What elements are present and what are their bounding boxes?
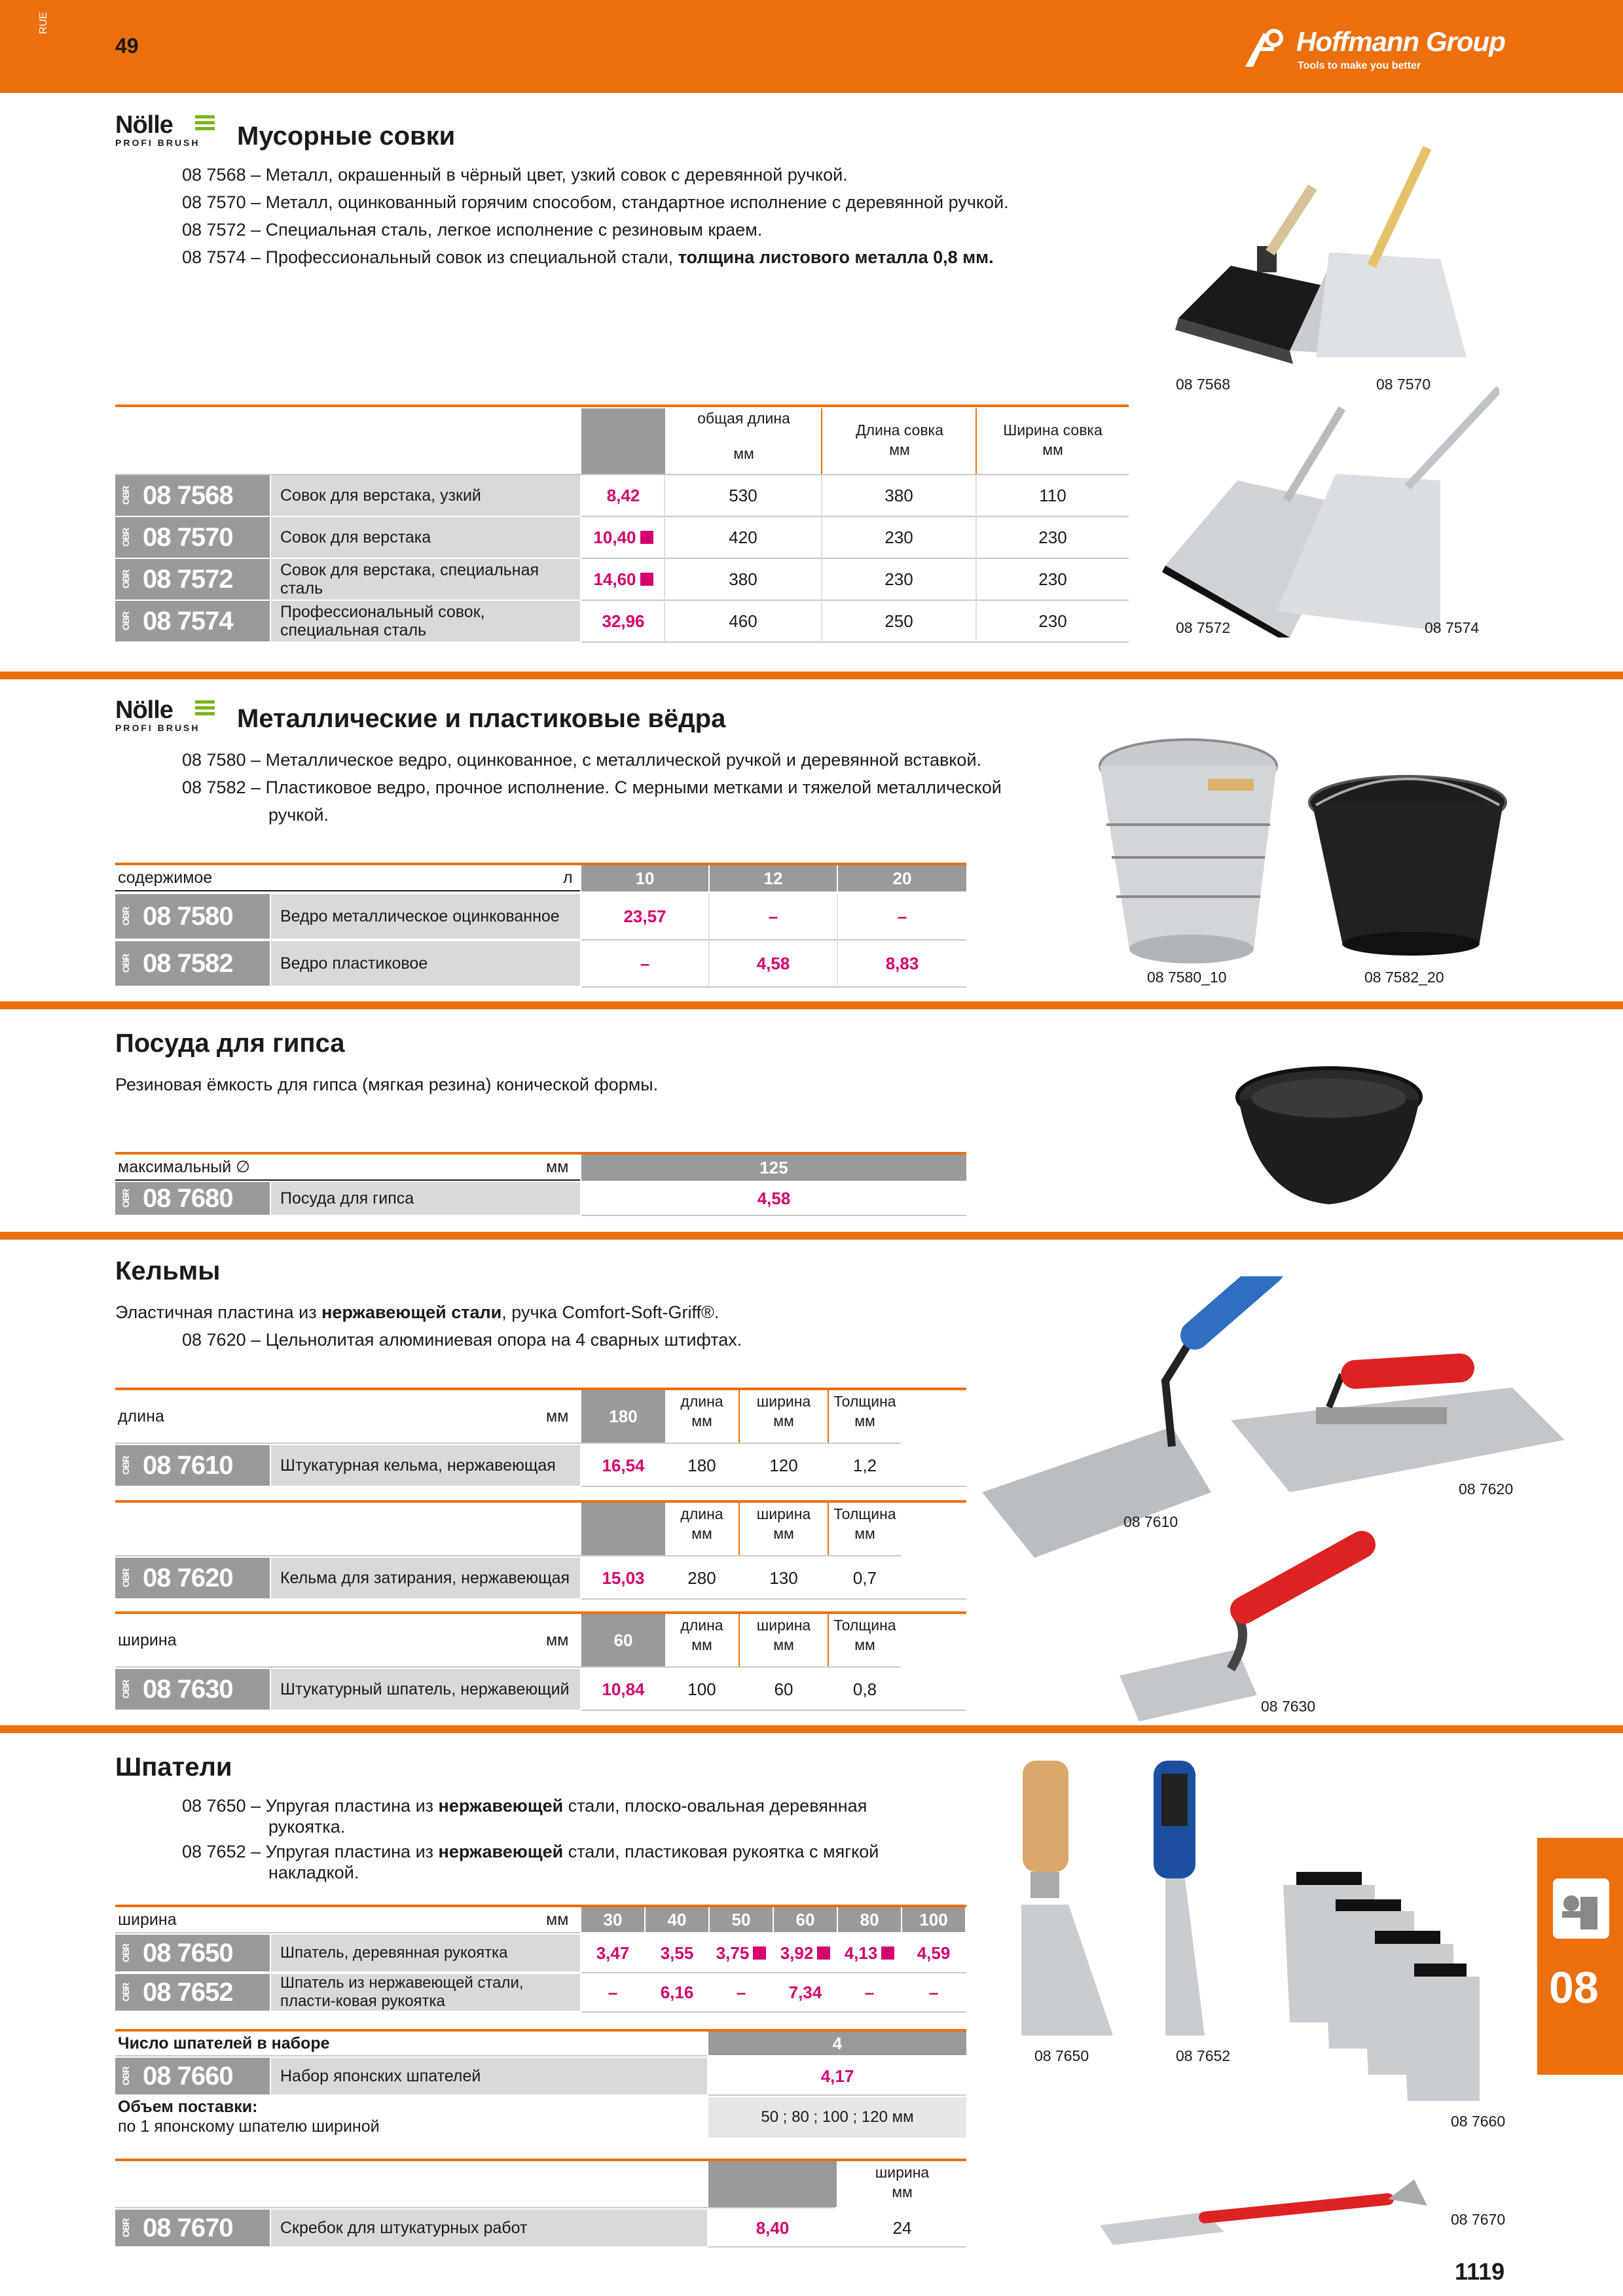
- price: 10,40: [581, 517, 665, 558]
- price-10: –: [640, 953, 650, 973]
- dustpan-pair-image-2: [1159, 376, 1499, 637]
- nolle-logo-2: Nölle PROFI BRUSH: [115, 696, 220, 736]
- obr-tag: OBR: [120, 486, 131, 505]
- price: 10,84: [602, 1679, 645, 1699]
- pan-width: 230: [1038, 611, 1067, 631]
- nolle-logo: [115, 111, 220, 151]
- col-header: длина мм: [680, 1505, 723, 1542]
- obr-tag: OBR: [120, 569, 131, 589]
- dim-unit: мм: [546, 1630, 569, 1649]
- product-name: Набор японских шпателей: [271, 2058, 707, 2094]
- obr-tag: OBR: [120, 528, 131, 547]
- diameter-125: 125: [581, 1155, 966, 1181]
- price: 8,40: [756, 2217, 790, 2238]
- product-name: Кельма для затирания, нержавеющая: [271, 1558, 580, 1598]
- content-unit: л: [563, 868, 573, 887]
- content-label: содержимое: [118, 868, 213, 887]
- col-header: ширина мм: [875, 2164, 930, 2200]
- price-80: 4,13: [838, 1935, 901, 1971]
- product-name: Посуда для гипса: [271, 1182, 580, 1215]
- col-pan-width: Ширина совка мм: [1003, 422, 1103, 458]
- chapter-icon: [1552, 1877, 1611, 1943]
- article-number: 08 7574: [143, 606, 233, 636]
- width-unit: мм: [546, 1910, 569, 1929]
- col-header: Толщина мм: [833, 1505, 896, 1542]
- supply-value: 50 ; 80 ; 100 ; 120 мм: [708, 2097, 966, 2138]
- article-number: 08 7610: [143, 1450, 233, 1480]
- nolle-name: Nölle: [115, 111, 173, 139]
- caption-087610: 08 7610: [1123, 1513, 1178, 1530]
- size-10: 10: [581, 865, 708, 891]
- article-number: 08 7580: [143, 901, 233, 931]
- col-header: длина мм: [680, 1617, 723, 1653]
- price-30: –: [608, 1982, 618, 2002]
- plaster-bowl-image: [1231, 1060, 1427, 1217]
- supply-label: Объем поставки:: [118, 2097, 258, 2116]
- pan-length: 250: [884, 611, 913, 631]
- pan-width: 110: [1039, 485, 1067, 505]
- caption-087572: 08 7572: [1176, 619, 1231, 636]
- code-087570[interactable]: [115, 517, 270, 558]
- section-title-spatulas: Шпатели: [115, 1753, 232, 1782]
- price: 8,42: [606, 485, 640, 505]
- price-12: –: [768, 906, 778, 926]
- dim-size: 60: [581, 1614, 665, 1666]
- col-header: Толщина мм: [833, 1393, 896, 1429]
- caption-087670: 08 7670: [1451, 2211, 1506, 2228]
- section-title-plaster: Посуда для гипса: [115, 1029, 345, 1058]
- thickness-value: 0,7: [852, 1568, 877, 1588]
- width-value: 130: [769, 1568, 798, 1588]
- code-087580[interactable]: [115, 894, 270, 939]
- total-length: 380: [729, 569, 757, 589]
- side-code: RUE: [38, 12, 49, 34]
- code-087660[interactable]: [115, 2058, 270, 2094]
- code-087652[interactable]: [115, 1974, 270, 2011]
- price: 16,54: [602, 1455, 645, 1475]
- col-header: ширина мм: [756, 1617, 811, 1653]
- obr-tag: OBR: [120, 2066, 131, 2086]
- new-marker-icon: [753, 1946, 766, 1960]
- width-value: 60: [774, 1679, 793, 1699]
- code-087572[interactable]: [115, 559, 270, 600]
- price-40: 3,55: [660, 1943, 694, 1963]
- article-number: 08 7650: [143, 1938, 233, 1967]
- code-087568[interactable]: [115, 475, 270, 516]
- caption-087570: 08 7570: [1376, 376, 1431, 393]
- obr-tag: OBR: [120, 1679, 131, 1699]
- code-087610[interactable]: [115, 1445, 270, 1486]
- new-marker-icon: [640, 573, 653, 586]
- hoffmann-emblem-icon: [1244, 29, 1291, 68]
- length-value: 100: [687, 1679, 716, 1699]
- section-title-trowels: Кельмы: [115, 1257, 221, 1285]
- article-number: 08 7652: [143, 1977, 233, 2007]
- plaster-desc: Резиновая ёмкость для гипса (мягкая резина) конической формы.: [115, 1075, 659, 1094]
- trowel-line: 08 7620 – Цельнолитая алюминиевая опора на 4 сварных штифтах.: [182, 1330, 742, 1350]
- section-divider: [0, 1232, 1623, 1240]
- col-total-length: общая длина мм: [697, 410, 790, 462]
- code-087574[interactable]: [115, 601, 270, 641]
- dim-label: ширина: [118, 1630, 177, 1649]
- caption-087568: 08 7568: [1176, 376, 1231, 393]
- section-divider: [0, 672, 1623, 679]
- obr-tag: OBR: [120, 1982, 131, 2002]
- article-number: 08 7568: [143, 480, 233, 510]
- price-20: –: [897, 906, 907, 926]
- col-header: ширина мм: [756, 1393, 811, 1429]
- bucket-desc: 08 7580 – Металлическое ведро, оцинкованное, с металлической ручкой и деревянной вставкой. 08 7582 – Пластиковое ведро, прочное исполнение. С мерными метками и тяжелой металлической ручкой.: [182, 750, 1002, 825]
- code-087582[interactable]: [115, 941, 270, 986]
- obr-tag: OBR: [120, 954, 131, 973]
- pan-width: 230: [1038, 569, 1067, 589]
- width-label: ширина: [118, 1910, 177, 1929]
- pan-length: 230: [884, 527, 913, 547]
- obr-tag: OBR: [120, 906, 131, 926]
- product-name: Совок для верстака, специальная сталь: [271, 559, 580, 600]
- caption-087630: 08 7630: [1261, 1698, 1316, 1715]
- price: 4,58: [757, 1188, 791, 1208]
- set-count: 4: [708, 2032, 966, 2055]
- brand-tagline: Tools to make you better: [1298, 60, 1421, 71]
- caption-087650: 08 7650: [1034, 2047, 1089, 2064]
- total-length: 420: [729, 527, 757, 547]
- width-value: 24: [892, 2217, 912, 2238]
- page-number-top: 49: [115, 34, 139, 58]
- price-100: 4,59: [917, 1943, 951, 1963]
- metal-bucket-image: [1080, 726, 1303, 969]
- total-length: 460: [729, 611, 757, 631]
- trowel-images: [976, 1276, 1591, 1734]
- total-length: 530: [729, 485, 757, 505]
- article-number: 08 7620: [143, 1563, 233, 1592]
- diameter-unit: мм: [546, 1157, 569, 1176]
- price: 4,17: [820, 2066, 854, 2086]
- dustpan-desc: 08 7568 – Металл, окрашенный в чёрный цвет, узкий совок с деревянной ручкой. 08 7570 – Металл, оцинкованный горячим способом, стандартное исполнение с деревянной ручкой. 08 7572 – Специальная сталь, легкое исполнение с резиновым краем. 08 7574 – Профессиональный совок из специальной стали, толщина листового металла 0,8 мм.: [182, 165, 1009, 267]
- article-number: 08 7630: [143, 1674, 233, 1704]
- new-marker-icon: [881, 1946, 894, 1960]
- dim-size: 180: [581, 1390, 665, 1443]
- article-number: 08 7660: [143, 2061, 233, 2090]
- plastic-bucket-image: [1303, 772, 1525, 969]
- caption-087574: 08 7574: [1425, 619, 1480, 636]
- set-count-label: Число шпателей в наборе: [118, 2034, 330, 2053]
- obr-tag: OBR: [120, 1456, 131, 1475]
- new-marker-icon: [817, 1946, 830, 1960]
- obr-tag: OBR: [120, 2218, 131, 2238]
- obr-tag: OBR: [120, 1568, 131, 1588]
- pan-width: 230: [1038, 527, 1067, 547]
- length-value: 280: [687, 1568, 716, 1588]
- price-header-cell: [581, 408, 665, 474]
- size-40: 40: [646, 1907, 708, 1932]
- code-087620[interactable]: [115, 1558, 270, 1598]
- hoffmann-logo[interactable]: [1244, 25, 1512, 77]
- col-pan-length: Длина совка мм: [856, 422, 943, 458]
- caption-087660: 08 7660: [1451, 2113, 1506, 2130]
- spatula-images: [1008, 1748, 1532, 2258]
- size-20: 20: [838, 865, 966, 891]
- price-10: 23,57: [623, 906, 666, 926]
- dustpan-pair-image-1: [1159, 135, 1499, 377]
- code-087630[interactable]: [115, 1669, 270, 1710]
- price-100: –: [928, 1982, 939, 2002]
- caption-087582: 08 7582_20: [1364, 969, 1444, 986]
- size-30: 30: [581, 1907, 644, 1932]
- product-name: Штукатурная кельма, нержавеющая: [271, 1445, 580, 1486]
- size-50: 50: [710, 1907, 773, 1932]
- price-20: 8,83: [885, 953, 919, 973]
- caption-087652: 08 7652: [1176, 2047, 1231, 2064]
- thickness-value: 1,2: [852, 1455, 877, 1475]
- product-name: Ведро металлическое оцинкованное: [271, 894, 580, 939]
- obr-tag: OBR: [120, 611, 131, 631]
- price: 32,96: [602, 611, 645, 631]
- max-diameter-label: максимальный ∅: [118, 1158, 250, 1176]
- section-title-dustpans: Мусорные совки: [237, 122, 456, 151]
- product-name: Совок для верстака, узкий: [271, 475, 580, 516]
- trowel-desc: Эластичная пластина из нержавеющей стали, ручка Comfort-Soft-Griff®.: [115, 1302, 720, 1322]
- nolle-sub: PROFI BRUSH: [115, 137, 200, 148]
- col-header: длина мм: [680, 1393, 723, 1429]
- dim-unit: мм: [546, 1407, 569, 1426]
- table-top-line: [115, 404, 1129, 407]
- product-name: Скребок для штукатурных работ: [271, 2210, 707, 2246]
- product-name: Совок для верстака: [271, 517, 580, 558]
- article-number: 08 7572: [143, 564, 233, 594]
- supply-sub: по 1 японскому шпателю шириной: [118, 2117, 380, 2136]
- col-header: Толщина мм: [833, 1617, 896, 1653]
- length-value: 180: [687, 1455, 716, 1475]
- section-divider: [0, 1725, 1623, 1733]
- dim-label: длина: [118, 1407, 164, 1426]
- size-100: 100: [902, 1907, 965, 1932]
- article-number: 08 7582: [143, 948, 233, 978]
- price-12: 4,58: [756, 953, 790, 973]
- size-80: 80: [838, 1907, 901, 1932]
- chapter-number: 08: [1549, 1963, 1599, 2013]
- size-60: 60: [774, 1907, 837, 1932]
- article-number: 08 7670: [143, 2213, 233, 2242]
- code-087650[interactable]: [115, 1935, 270, 1971]
- width-value: 120: [769, 1455, 798, 1475]
- caption-087580: 08 7580_10: [1147, 969, 1227, 986]
- product-name: Ведро пластиковое: [271, 941, 580, 986]
- price-30: 3,47: [596, 1943, 630, 1963]
- brand-name: Hoffmann Group: [1296, 26, 1505, 57]
- pan-length: 230: [884, 569, 913, 589]
- spatula-desc: 08 7650 – Упругая пластина из нержавеющей стали, плоско-овальная деревянная рукоятка. 08 7652 – Упругая пластина из нержавеющей стали, пластиковая рукоятка с мягкой накладкой.: [182, 1796, 879, 1882]
- code-087670[interactable]: [115, 2210, 270, 2246]
- col-header: ширина мм: [756, 1505, 811, 1542]
- price-60: 3,92: [774, 1935, 837, 1971]
- article-number: 08 7570: [143, 522, 233, 552]
- price: 15,03: [602, 1568, 645, 1588]
- price-40: 6,16: [660, 1982, 694, 2002]
- page-number-bottom: 1119: [1455, 2258, 1505, 2285]
- price-60: 7,34: [788, 1982, 822, 2002]
- product-name: Шпатель, деревянная рукоятка: [271, 1935, 580, 1971]
- section-divider: [0, 1001, 1623, 1009]
- section-title-buckets: Металлические и пластиковые вёдра: [237, 704, 726, 733]
- price-50: –: [736, 1982, 746, 2002]
- new-marker-icon: [640, 531, 653, 544]
- size-12: 12: [710, 865, 837, 891]
- obr-tag: OBR: [120, 1943, 131, 1963]
- price-80: –: [864, 1982, 875, 2002]
- caption-087620: 08 7620: [1459, 1480, 1514, 1498]
- thickness-value: 0,8: [852, 1679, 877, 1699]
- product-name: Профессиональный совок, специальная сталь: [271, 601, 580, 641]
- product-name: Шпатель из нержавеющей стали, пласти-ковая рукоятка: [271, 1974, 580, 2011]
- product-name: Штукатурный шпатель, нержавеющий: [271, 1669, 580, 1710]
- code-087680[interactable]: OBR 08 7680: [115, 1182, 270, 1215]
- pan-length: 380: [884, 485, 913, 505]
- chapter-tab[interactable]: [1537, 1838, 1623, 2075]
- price-50: 3,75: [710, 1935, 773, 1971]
- price: 14,60: [581, 559, 665, 600]
